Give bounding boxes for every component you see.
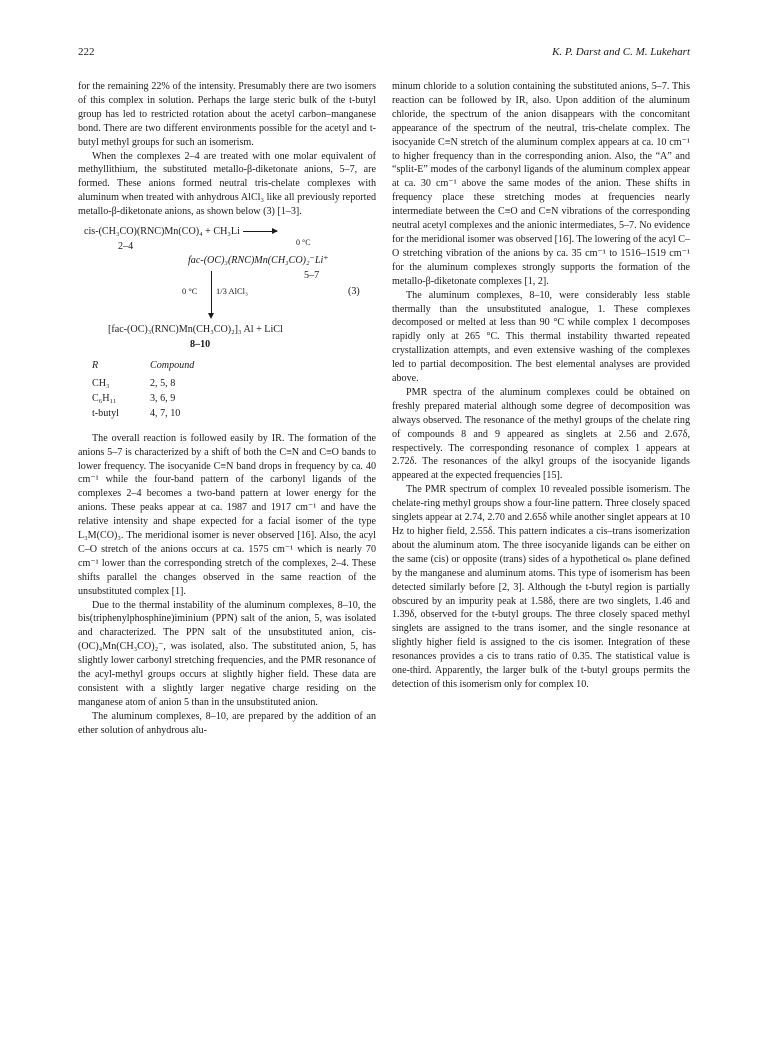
reaction-scheme bbox=[78, 221, 376, 401]
scheme-reactant-number: 2–4 bbox=[118, 241, 134, 253]
column-header-r: R bbox=[92, 360, 99, 372]
right-paragraph-4: The PMR spectrum of complex 10 revealed possible isomerism. The chelate-ring methyl groups show a four-line pattern. Three closely spaced singlets appear at 2.74, 2.70 and 2.65δ while another singlet appears at 10 Hz to higher field, 2.55δ. This pattern indicates a cis–trans isomerization about the aluminum atom. The three isocyanide ligands can be either on the same (cis) or opposite (trans) sides of a hypothetical oₕ plane defined by the manganese and aluminum atoms. This type of isomerism has been detected similarly before [2, 3]. Although the t-butyl region is partially obscured by an impurity peak at 1.58δ, there are two singlets, 1.46 and 1.39δ, observed for the t-butyl groups. The three closely spaced methyl singlets are assigned to the trans isomer, and the single resonance at slightly higher field is assigned to the cis isomer. Integration of these resonances provides a cis to trans ratio of 0.35. The statistical value is one-third. Apparently, the larger bulk of the t-butyl groups permits the detection of this isomerism only for complex 10. bbox=[392, 484, 690, 690]
running-title: K. P. Darst and C. M. Lukehart bbox=[552, 46, 690, 58]
page-number: 222 bbox=[78, 46, 95, 58]
scheme-product: [fac-(OC)₃(RNC)Mn(CH₃CO)₂]₃ Al + LiCl bbox=[108, 324, 283, 336]
scheme-vertical-arrow-line bbox=[211, 284, 212, 314]
left-column bbox=[78, 80, 376, 738]
table-row bbox=[92, 407, 194, 422]
right-column bbox=[392, 80, 690, 692]
right-paragraph-1: minum chloride to a solution containing the substituted anions, 5–7. This reaction can be followed by IR, also. Upon addition of the aluminum chloride, the spectrum of the anion disappears with the concomitant appearance of the spectrum of the neutral, tris-chelate complex. The isocyanide C≡N stretch of the aluminum complex appears at ca. 10 cm⁻¹ to higher frequency than in the corresponding anion. Also, the “A” and “split-E” modes of the carbonyl ligands of the aluminum complex appear at ca. 30 cm⁻¹ above the same modes of the anion. These shifts in frequency place these stretching modes at frequencies nearly intermediate between the C≡O and C≡N vibrations of the corresponding neutral acetyl complexes and the anionic intermediates, 5–7. No evidence for the meridional isomer was observed [16]. The lowering of the acyl C–O stretching vibration of the anions by ca. 35 cm⁻¹ to 1516–1519 cm⁻¹ for the aluminum complexes strongly supports the formation of the metallo-β-diketonate complexes [1, 2]. bbox=[392, 81, 690, 287]
table-cell-r: CH₃ bbox=[92, 377, 110, 389]
scheme-condition-temp: 0 °C bbox=[182, 286, 198, 297]
scheme-vertical-line-top bbox=[211, 271, 212, 284]
scheme-condition-reagent: 1/3 AlCl₃ bbox=[216, 286, 249, 297]
table-cell-r: C₆H₁₁ bbox=[92, 392, 117, 404]
page-header bbox=[78, 46, 690, 62]
table-cell-compound: 3, 6, 9 bbox=[150, 392, 176, 404]
table-cell-compound: 2, 5, 8 bbox=[150, 377, 176, 389]
left-paragraph-4: Due to the thermal instability of the aluminum complexes, 8–10, the bis(triphenylphosphine)iminium (PPN) salt of the anion, 5, was isolated and characterized. The PPN salt of the unsubstituted anion, cis-(OC)₄Mn(CH₃CO)₂⁻, was isolated, also. The substituted anion, 5, has slightly lower carbonyl stretching frequencies, and the PMR resonance of the acyl-methyl groups occurs at slightly higher field. These data are consistent with a slightly larger negative charge residing on the manganese atom of anion 5 than in the unsubstituted anion. bbox=[78, 599, 376, 708]
reaction-arrow-down-icon bbox=[208, 313, 214, 319]
scheme-intermediate-number: 5–7 bbox=[304, 270, 320, 282]
scheme-temperature-1: 0 °C bbox=[296, 238, 311, 248]
table-cell-compound: 4, 7, 10 bbox=[150, 407, 181, 419]
left-paragraph-3: The overall reaction is followed easily by IR. The formation of the anions 5–7 is characterized by a shift of both the C≡N and C≡O bands to lower frequency. The isocyanide C≡N band drops in frequency by ca. 40 cm⁻¹ while the four-band pattern of the carbonyl ligands of the complexes 2–4 becomes a two-band pattern at lower energy for the anions. These peaks appear at ca. 1987 and 1917 cm⁻¹ and have the relative intensity and shape expected for a facial isomer of the type L₃M(CO)₃. The meridional isomer is never observed [16]. Also, the acyl C–O stretch of the anions occurs at ca. 1575 cm⁻¹ which is nearly 70 cm⁻¹ lower than the corresponding stretch of the complexes, 2–4. These shifts parallel the changes observed in the same reaction of the unsubstituted complex [1]. bbox=[78, 432, 376, 597]
equation-number: (3) bbox=[348, 286, 360, 298]
left-paragraph-5: The aluminum complexes, 8–10, are prepared by the addition of an ether solution of anhydrous alu- bbox=[78, 710, 376, 736]
scheme-product-number: 8–10 bbox=[190, 339, 211, 351]
table-cell-r: t-butyl bbox=[92, 407, 119, 419]
right-paragraph-3: PMR spectra of the aluminum complexes could be obtained on freshly prepared material although some degree of decomposition was always observed. The resonance of the methyl groups of the chelate ring of compounds 8 and 9 appeared as singlets at 2.56 and 2.67δ, respectively. The corresponding resonance of complex 1 appears at 2.72δ. The resonances of the alkyl groups of the isocyanide ligands appeared at the expected frequencies [15]. bbox=[392, 386, 690, 482]
left-paragraph-1: for the remaining 22% of the intensity. Presumably there are two isomers of this complex in solution. Perhaps the large steric bulk of the t-butyl group has led to restricted rotation about the acetyl carbon–manganese bond. There are two different environments possible for the acetyl and t-butyl methyl groups for such an isomerism. bbox=[78, 81, 376, 148]
left-paragraph-2: When the complexes 2–4 are treated with one molar equivalent of methyllithium, the substituted metallo-β-diketonate anions, 5–7, are formed. These anions formed neutral tris-chelate complexes with aluminum when treated with anhydrous AlCl₃ like all previously reported metallo-β-diketonate anions, as shown below (3) [1–3]. bbox=[78, 150, 376, 218]
reaction-arrow-right-icon bbox=[243, 231, 277, 232]
scheme-intermediate: fac-(OC)₃(RNC)Mn(CH₃CO)₂⁻Li⁺ bbox=[188, 255, 329, 267]
right-paragraph-2: The aluminum complexes, 8–10, were considerably less stable thermally than the unsubstituted analogue, 1. These complexes decomposed or melted at less than 90 °C while complex 1 decomposes rapidly only at 265 °C. This thermal instability thwarted repeated crystallization attempts, and even extensive washing of the complexes led to partial decomposition. The best elemental analyses are provided above. bbox=[392, 289, 690, 385]
column-header-compound: Compound bbox=[150, 360, 195, 372]
scheme-reactant: cis-(CH₃CO)(RNC)Mn(CO)₄ + CH₃Li bbox=[84, 226, 240, 238]
